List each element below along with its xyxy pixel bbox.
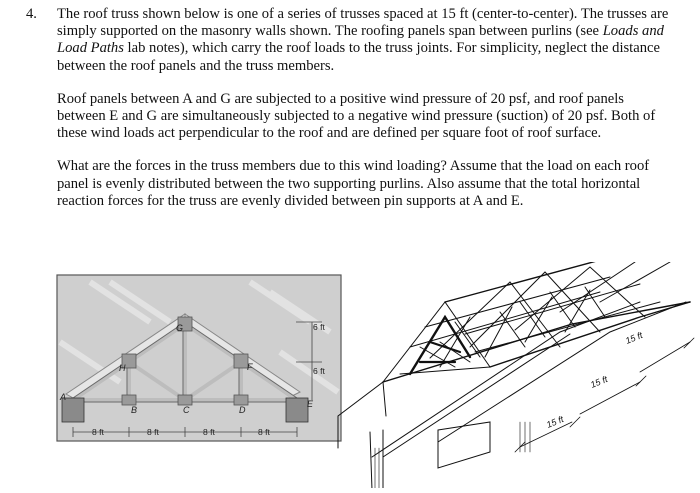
front-wall-pier <box>370 430 383 488</box>
sketch-labels <box>545 330 644 430</box>
spacing-ticks <box>515 338 694 452</box>
problem-paragraph-3: What are the forces in the truss members due to this wind loading? Assume that the load on each roof panel is evenly distributed between the two supporting purlins. Also assume that the total horizontal reaction forces for the truss are evenly divided between pin supports at A and E. <box>57 158 650 209</box>
paragraph-1-text-a: The roof truss shown below is one of a series of trusses spaced at 15 ft (center-to-center). The trusses are simply supported on the masonry walls shown. The roofing panels span between purlins (see <box>57 6 669 40</box>
joint-label-b: B <box>131 405 138 415</box>
span-label-4: 8 ft <box>258 427 270 437</box>
perspective-sketch <box>338 262 694 488</box>
problem-paragraph-1 <box>57 6 674 75</box>
wall-hatching-2 <box>520 422 530 452</box>
span-label-2: 8 ft <box>147 427 159 437</box>
height-label-upper: 6 ft <box>313 322 325 332</box>
spacing-dimension-lines <box>520 342 690 447</box>
spacing-label-2: 15 ft <box>589 374 609 390</box>
paragraph-1-text-b: lab notes), which carry the roof loads to the truss joints. For simplicity, neglect the distance between the roof panels and the truss members. <box>57 40 660 74</box>
problem-4 <box>26 6 674 210</box>
figure-svg <box>0 262 700 488</box>
joint-label-d: D <box>239 405 246 415</box>
spacing-label-1: 15 ft <box>545 414 565 430</box>
lab-notes-reference: Loads and Load Paths <box>57 23 664 57</box>
problem-paragraph-2: Roof panels between A and G are subjected to a positive wind pressure of 20 psf, and roof panels between E and G are simultaneously subjected to a negative wind pressure (suction) of 20 psf. Both of these wind loads act perpendicular to the roof and are defined per square foot of roof surface. <box>57 90 656 142</box>
right-wall-end <box>438 422 490 468</box>
truss-5 <box>560 262 670 312</box>
truss-figure <box>57 275 341 441</box>
support-e <box>286 398 308 422</box>
joint-label-g: G <box>176 323 184 333</box>
span-label-1: 8 ft <box>92 427 104 437</box>
joint-label-h: H <box>119 363 126 373</box>
spacing-label-3: 15 ft <box>624 330 644 346</box>
height-label-lower: 6 ft <box>313 366 325 376</box>
joint-label-c: C <box>183 405 190 415</box>
ridge-line <box>445 262 630 302</box>
problem-number: 4. <box>26 6 37 22</box>
joint-label-e: E <box>307 399 314 409</box>
front-wall-left <box>338 382 386 448</box>
joint-label-f: F <box>247 362 253 372</box>
span-label-3: 8 ft <box>203 427 215 437</box>
figures <box>0 262 700 488</box>
joint-label-a: A <box>60 392 67 402</box>
